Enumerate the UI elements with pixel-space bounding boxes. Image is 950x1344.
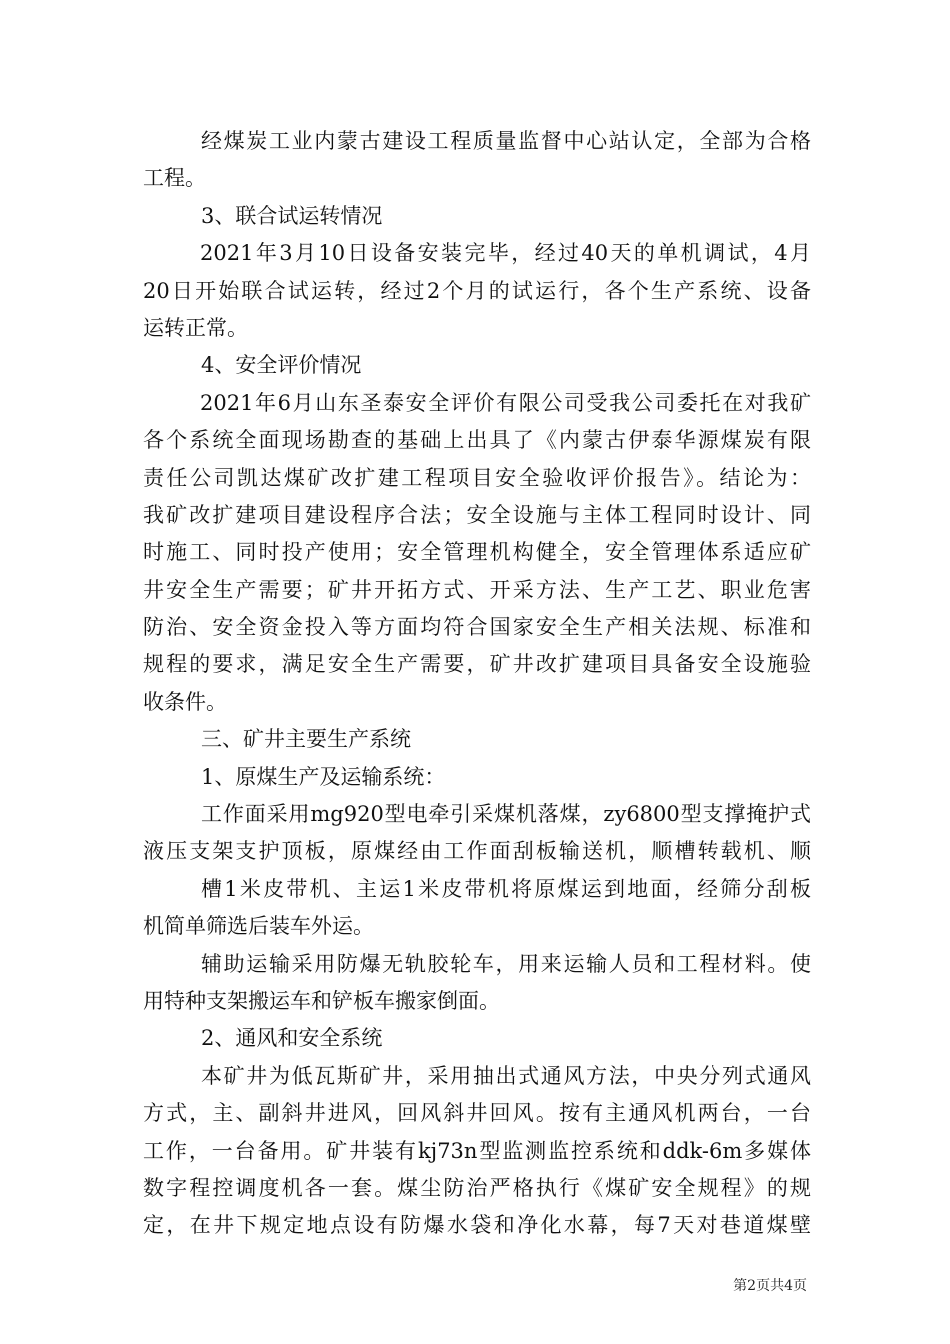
text-line: 槽1米皮带机、主运1米皮带机将原煤运到地面，经筛分刮板 xyxy=(201,876,811,901)
text-line: 工作面采用mg920型电牵引采煤机落煤，zy6800型支撑掩护式 xyxy=(201,802,811,827)
text-line: 液压支架支护顶板，原煤经由工作面刮板输送机，顺槽转载机、顺 xyxy=(143,839,811,864)
text-line: 定，在井下规定地点设有防爆水袋和净化水幕，每7天对巷道煤壁 xyxy=(143,1213,811,1238)
text-line: 数字程控调度机各一套。煤尘防治严格执行《煤矿安全规程》的规 xyxy=(143,1175,811,1200)
text-line: 20日开始联合试运转，经过2个月的试运行，各个生产系统、设备 xyxy=(143,278,811,303)
text-line: 收条件。 xyxy=(143,689,227,714)
section-heading: 2、通风和安全系统 xyxy=(201,1026,383,1051)
text-line: 责任公司凯达煤矿改扩建工程项目安全验收评价报告》。结论为： xyxy=(143,465,811,490)
text-line: 井安全生产需要；矿井开拓方式、开采方法、生产工艺、职业危害 xyxy=(143,577,811,602)
section-heading: 4、安全评价情况 xyxy=(201,353,362,378)
text-line: 用特种支架搬运车和铲板车搬家倒面。 xyxy=(143,988,500,1013)
text-line: 经煤炭工业内蒙古建设工程质量监督中心站认定，全部为合格 xyxy=(201,129,811,153)
text-line: 方式，主、副斜井进风，回风斜井回风。按有主通风机两台，一台 xyxy=(143,1101,811,1126)
text-line: 运转正常。 xyxy=(143,315,248,340)
section-heading: 三、矿井主要生产系统 xyxy=(201,727,411,752)
document-body xyxy=(143,123,811,1245)
text-line: 各个系统全面现场勘查的基础上出具了《内蒙古伊泰华源煤炭有限 xyxy=(143,428,811,453)
section-heading: 3、联合试运转情况 xyxy=(201,203,383,228)
text-line: 2021年6月山东圣泰安全评价有限公司受我公司委托在对我矿 xyxy=(200,390,811,415)
text-line: 机简单筛选后装车外运。 xyxy=(143,914,374,939)
section-heading: 1、原煤生产及运输系统： xyxy=(201,764,446,789)
text-line: 本矿井为低瓦斯矿井，采用抽出式通风方法，中央分列式通风 xyxy=(201,1063,811,1088)
text-line: 我矿改扩建项目建设程序合法；安全设施与主体工程同时设计、同 xyxy=(143,502,811,527)
page-number: 第2页共4页 xyxy=(733,1278,807,1294)
text-line: 辅助运输采用防爆无轨胶轮车，用来运输人员和工程材料。使 xyxy=(201,951,811,976)
text-line: 2021年3月10日设备安装完毕，经过40天的单机调试，4月 xyxy=(200,241,811,266)
text-line: 防治、安全资金投入等方面均符合国家安全生产相关法规、标准和 xyxy=(143,615,811,640)
text-line: 时施工、同时投产使用；安全管理机构健全，安全管理体系适应矿 xyxy=(143,540,811,565)
text-line: 工作，一台备用。矿井装有kj73n型监测监控系统和ddk-6m多媒体 xyxy=(143,1138,811,1163)
text-line: 工程。 xyxy=(143,166,206,191)
text-line: 规程的要求，满足安全生产需要，矿井改扩建项目具备安全设施验 xyxy=(143,652,811,677)
